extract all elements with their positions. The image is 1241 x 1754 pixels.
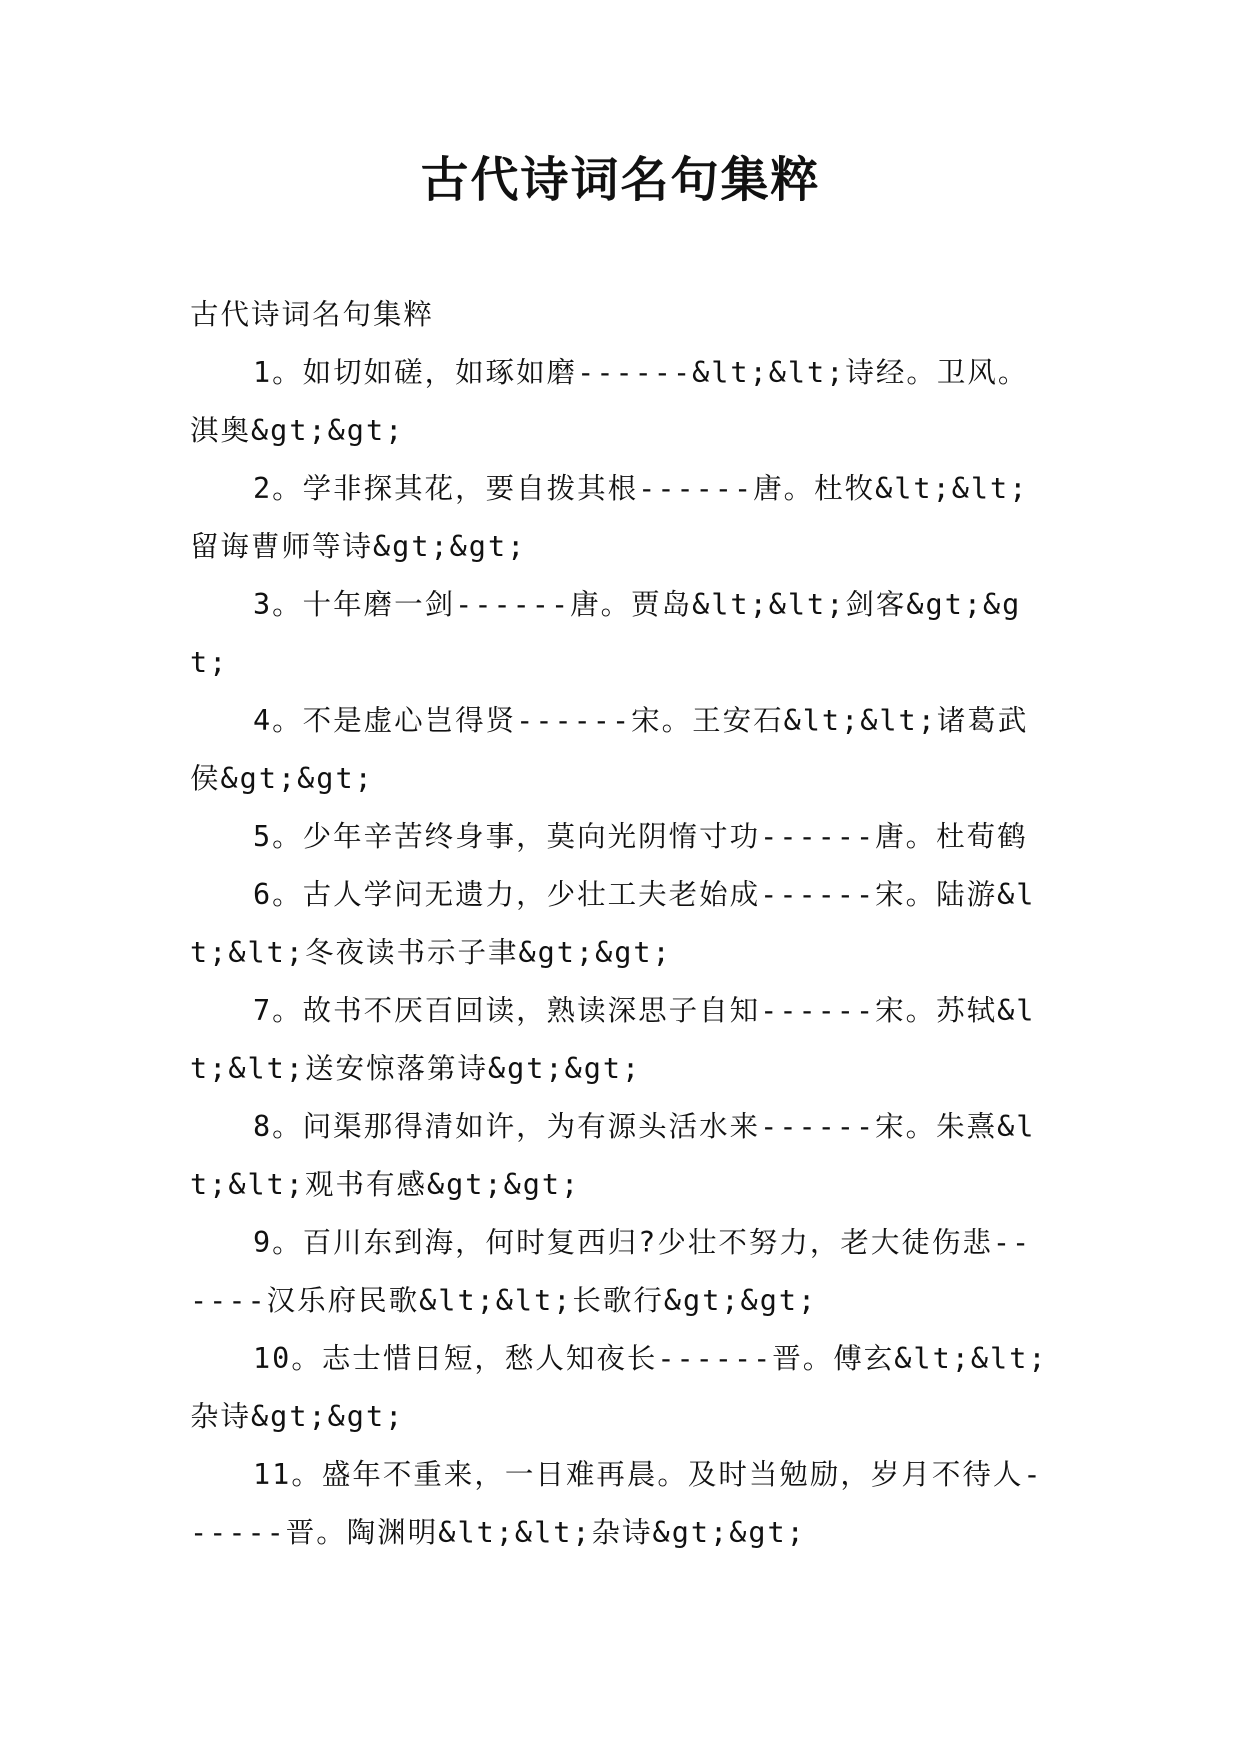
quote-entry-7: 7。故书不厌百回读，熟读深思子自知------宋。苏轼&lt;&lt;送安惊落第诗&gt;&gt; xyxy=(190,994,1036,1085)
quote-entry-5: 5。少年辛苦终身事，莫向光阴惰寸功------唐。杜荀鹤 xyxy=(253,820,1028,853)
quote-entry-11: 11。盛年不重来，一日难再晨。及时当勉励，岁月不待人------晋。陶渊明&lt;&lt;杂诗&gt;&gt; xyxy=(190,1458,1043,1549)
document-subtitle: 古代诗词名句集粹 xyxy=(190,298,435,331)
quote-entry-10: 10。志士惜日短，愁人知夜长------晋。傅玄&lt;&lt;杂诗&gt;&gt; xyxy=(190,1342,1048,1433)
document-title: 古代诗词名句集粹 xyxy=(420,152,821,208)
quote-entry-9: 9。百川东到海，何时复西归?少壮不努力，老大徒伤悲------汉乐府民歌&lt;&lt;长歌行&gt;&gt; xyxy=(190,1226,1032,1317)
quote-entry-6: 6。古人学问无遗力，少壮工夫老始成------宋。陆游&lt;&lt;冬夜读书示子聿&gt;&gt; xyxy=(190,878,1036,969)
document-body xyxy=(190,286,1050,1562)
quote-entry-4: 4。不是虚心岂得贤------宋。王安石&lt;&lt;诸葛武侯&gt;&gt; xyxy=(190,704,1029,795)
quote-entry-8: 8。问渠那得清如许，为有源头活水来------宋。朱熹&lt;&lt;观书有感&gt;&gt; xyxy=(190,1110,1036,1201)
quote-entry-2: 2。学非探其花，要自拨其根------唐。杜牧&lt;&lt;留诲曹师等诗&gt;&gt; xyxy=(190,472,1029,563)
quote-entry-3: 3。十年磨一剑------唐。贾岛&lt;&lt;剑客&gt;&gt; xyxy=(190,588,1022,679)
quote-entry-1: 1。如切如磋，如琢如磨------&lt;&lt;诗经。卫风。淇奥&gt;&gt; xyxy=(190,356,1029,447)
